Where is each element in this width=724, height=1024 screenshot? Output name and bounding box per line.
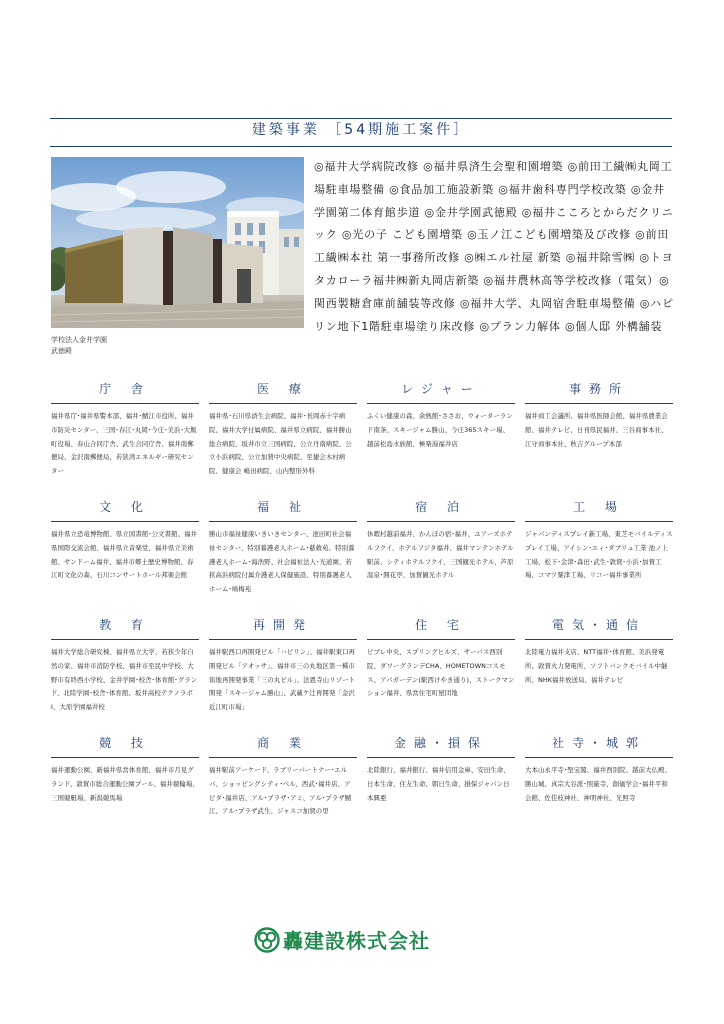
photo-caption: [51, 335, 171, 357]
header-rule-bottom: [50, 146, 672, 147]
category-divider: [367, 403, 515, 404]
category-divider: [525, 757, 673, 758]
category-offices: [525, 381, 673, 451]
company-name: 轟建設株式会社: [283, 929, 430, 953]
category-divider: [209, 521, 357, 522]
photo-caption-line2: 武徳殿: [51, 347, 72, 355]
category-list: 北陸銀行、福井銀行、福井信用金庫、安田生命、日本生命、住友生命、朝日生命、損保ジャパン日本興亜: [367, 766, 510, 802]
company-logo-icon: [254, 927, 280, 953]
category-title: 文 化: [99, 500, 151, 514]
category-divider: [209, 403, 357, 404]
category-leisure: [367, 381, 515, 451]
category-divider: [367, 521, 515, 522]
category-title: 電気･通信: [551, 618, 646, 632]
category-list: 福井県･石川県済生会病院、福井･長岡赤十字病院、福井大学付属病院、福井県立病院、福井勝山総合病院、坂井市立三国病院、公立丹南病院、公立小浜病院、公立加賀中央病院、至捷会木村病院、健康会 嶋田病院、山内整形外科: [209, 412, 352, 476]
building-photo: [51, 157, 304, 328]
category-title: 金融･損保: [393, 736, 488, 750]
category-divider: [51, 521, 199, 522]
category-divider: [367, 757, 515, 758]
category-list: 勝山市福祉健康いきいきセンター、池田町社会福祉センター、特別養護老人ホーム･慈救苑、特別養護老人ホーム･海浩野、社会福祉法人･光道園、若狭高浜病院付属介護老人保健施設、特別養護老人ホーム･鳩梅苑: [209, 530, 355, 594]
category-divider: [367, 639, 515, 640]
category-redevelopment: [209, 617, 357, 715]
category-title: 庁 舎: [99, 382, 151, 396]
photo-caption-line1: 学校法人金井学園: [51, 336, 107, 344]
category-divider: [525, 639, 673, 640]
category-title: 商 業: [257, 736, 309, 750]
category-divider: [209, 757, 357, 758]
category-title: 教 育: [99, 618, 151, 632]
category-lodging: [367, 499, 515, 583]
category-list: 福井商工会議所、福井県医師会館、福井県農業会館、福井テレビ、日刊県民福井、三谷商事本社、江守商事本社、秋吉グループ本部: [525, 412, 668, 448]
category-list: 福井駅西口再開発ビル「ハピリン」、福井駅東口再開発ビル「アオッサ」、福井市三の丸地区第一種市街地再開発事業「三の丸ビル」、法恩寺山リゾート開発「スキージャム勝山」、武蔵ケ辻再開発「金沢近江町市場」: [209, 648, 356, 712]
category-list: 福井大学総合研究棟、福井県立大学、若狭少年自然の家、福井市消防学校、福井市至民中学校、大野市有終西小学校、金井学園･校舎･体育館･グランド、北陸学園･校舎･体育館、坂井高校テクノラボⅠ、大原学園福井校: [51, 648, 198, 712]
category-title: 医 療: [257, 382, 309, 396]
category-electric-telecom: [525, 617, 673, 687]
category-list: 大本山永平寺･聖宝閣、福井西別院、越前大仏殿、勝山城、真宗大谷派･照厳寺、創価学会･福井平和会館、佐佳枝神社、神明神社、光照寺: [525, 766, 672, 802]
category-culture: [51, 499, 199, 583]
category-housing: [367, 617, 515, 701]
category-welfare: [209, 499, 357, 597]
category-divider: [525, 521, 673, 522]
category-list: 福井運動公園、新福井県営体育館、福井市月見グランド、敦賀市総合運動公園プール、福井競輪場、三国競艇場、新潟競馬場: [51, 766, 199, 802]
category-title: 再開発: [252, 618, 313, 632]
category-list: 福井県立恐竜博物館、県立図書館･公文書館、福井県国際交流会館、福井県立音楽堂、福井県立美術館、サンドーム福井、福井市郷土歴史博物館、春江町文化の森、石川コンサートホール邦楽会館: [51, 530, 198, 580]
category-finance-insurance: [367, 735, 515, 805]
category-medical: [209, 381, 357, 479]
category-title: 競 技: [99, 736, 151, 750]
category-list: 福井県庁･福井県警本部、福井･鯖江市役所、福井市防災センター、三国･春江･丸岡･今庄･美浜･大飯町役場、春山合同庁舎、武生合同庁舎、福井南郵便局、金沢南郵便局、若狭湾エネルギー研究センター: [51, 412, 197, 476]
section-title: 建築事業 ［54期施工案件］: [251, 122, 471, 138]
project-summary: ◎福井大学病院改修 ◎福井県済生会聖和園増築 ◎前田工繊㈱丸岡工場駐車場整備 ◎食品加工施設新築 ◎福井歯科専門学校改築 ◎金井学園第二体育館歩道 ◎金井学園武徳殿 ◎福井こころとからだクリニック ◎光の子 こども園増築 ◎玉ノ江こども園増築及び改修 ◎前田工繊㈱本社 第一事務所改修 ◎㈱エル社屋 新築 ◎福井除雪㈱ ◎トヨタカローラ福井㈱新丸岡店新築 ◎福井農林高等学校改修（電気）◎関西製糖倉庫前舗装等改修 ◎福井大学、丸岡宿舎駐車場整備 ◎ハピリン地下1階駐車場塗り床改修 ◎プラン力解体 ◎個人邸 外構舗装: [314, 160, 674, 333]
category-divider: [51, 639, 199, 640]
category-divider: [525, 403, 673, 404]
category-temples-castles: [525, 735, 673, 805]
category-factories: [525, 499, 673, 583]
category-title: 事務所: [568, 382, 629, 396]
category-commercial: [209, 735, 357, 819]
company-logo: [254, 927, 474, 955]
category-title: 福 祉: [257, 500, 309, 514]
category-education: [51, 617, 199, 715]
category-title: 工 場: [573, 500, 625, 514]
category-list: ふくい健康の森、余熱館･ささお、ウォーターランド南条、スキージャム勝山、今庄365スキー場、越前松島水族館、極楽湯福井店: [367, 412, 513, 448]
category-divider: [209, 639, 357, 640]
category-government-offices: [51, 381, 199, 479]
category-list: 休暇村越前福井、かんぽの宿･福井、ユアーズホテルフクイ、ホテルフジタ福井、福井マンテンホテル駅前、シティホテルフクイ、三国観光ホテル、芦原温泉･開花亭、加賀観光ホテル: [367, 530, 514, 580]
category-sports: [51, 735, 199, 805]
category-title: 宿 泊: [415, 500, 467, 514]
category-title: 社寺･城郭: [551, 736, 646, 750]
category-list: ピブレ中央、スプリングヒルズ、サーパス西別院、ダワーグランデCHA、HOMETOWNコスモス、アパガーデン(駅西けやき通り)、ストークマンション福井、県営住宅町屋団地: [367, 648, 515, 698]
category-list: ジャパンディスプレイ新工場、東芝モバイルディスプレイ工場、アイシン･エィ･ダブリュ工業 池ノ上工場、松下･金津･森田･武生･敦賀･小浜･加賀工場、コマツ粟津工場、リコー福井事業所: [525, 530, 673, 580]
category-title: レジャー: [401, 382, 481, 396]
category-title: 住 宅: [415, 618, 467, 632]
header-rule-top: [50, 118, 672, 119]
category-divider: [51, 403, 199, 404]
category-list: 北陸電力福井支店、NTT福井･体育館、美浜発電所、敦賀火力発電所、ソフトバンクモバイル中継所、NHK福井放送局、福井テレビ: [525, 648, 668, 684]
category-divider: [51, 757, 199, 758]
section-header: [50, 108, 672, 146]
category-list: 福井駅前アーケード、ラブリーパートナー･エルパ、ショッピングシティ･ベル、西武･福井店、アピタ･福井店、アル･プラザ･アミ、アル･プラザ鯖江、アル･プラザ武生、ジャスコ加賀の里: [209, 766, 352, 816]
